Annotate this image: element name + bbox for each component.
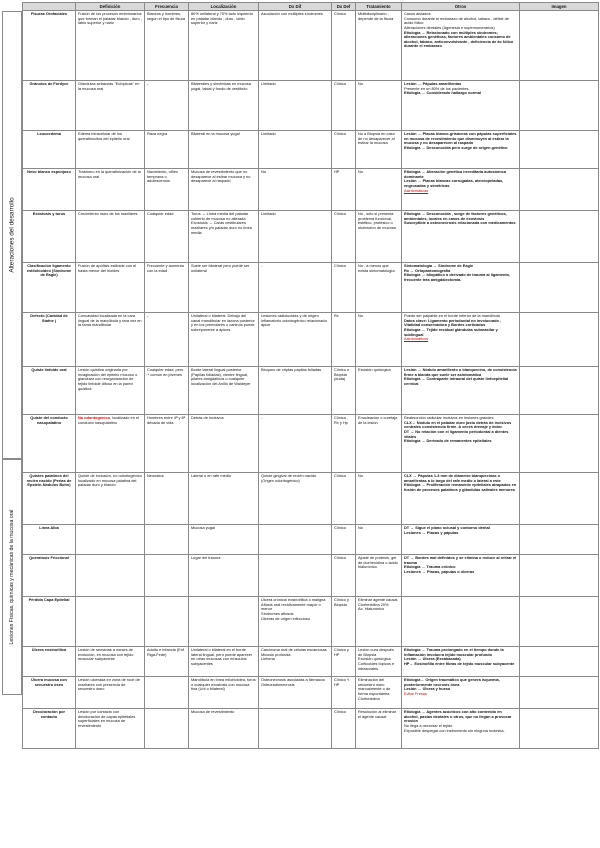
location-cell: Mucosa yugal xyxy=(189,525,259,555)
table-row xyxy=(23,367,599,415)
definition-cell xyxy=(76,597,145,647)
lesion-name: Quiste linfoide oral xyxy=(23,367,76,415)
location-cell: Mucosa de revestimiento xyxy=(189,709,259,749)
definition-text: Crecimiento óseo de los maxilares xyxy=(78,211,138,217)
other-notes-cell xyxy=(402,647,520,677)
location-cell: Detrás de incisivos xyxy=(189,415,259,473)
frequency-cell xyxy=(145,597,189,647)
image-cell xyxy=(520,473,599,525)
note-line: Etiología → Relacionado con múltiples síndromes; alteraciones genéticas, factores ambientales consumo de alcohol, tabaco, anticonvulsivante , deficiencia de ác fólico durante el embarazo xyxy=(404,29,514,49)
note-line: Rx → Ortopantomografía xyxy=(404,267,451,273)
note-line: Exposible despegar con instrumento sin ninguna molestia. xyxy=(404,727,505,733)
image-cell xyxy=(520,415,599,473)
column-header: Frecuencia xyxy=(145,3,189,11)
table-row xyxy=(23,647,599,677)
note-line: Etiología → Proliferación remanente epiteliales atrapados en fusión de procesos palatinos y glándulas salivales menores xyxy=(404,482,517,492)
table-header xyxy=(23,3,599,11)
image-cell xyxy=(520,555,599,597)
definitive-dx-cell: Clínico xyxy=(332,11,356,81)
location-cell: Mucosa de revestimiento que no desaparece al estirar mucosa y no desaparece al raspado xyxy=(189,169,259,211)
image-cell xyxy=(520,367,599,415)
note-line: Etiología → Desconocida pero surge de origen genético xyxy=(404,144,508,150)
definition-text: Quiste de inclusión, no odontogénico localizado en mucosa palatina del paladar duro y blando xyxy=(78,473,142,488)
definition-cell xyxy=(76,81,145,131)
column-header: Dx Def xyxy=(332,3,356,11)
lesion-name: Clasificación ligamento estilohioideo (Síndrome de Eagle) xyxy=(23,263,76,313)
frequency-cell xyxy=(145,709,189,749)
definition-cell xyxy=(76,647,145,677)
note-line: Etiología → Considerado hallazgo normal xyxy=(404,90,481,96)
treatment-cell: No xyxy=(356,525,402,555)
definition-cell xyxy=(76,131,145,169)
lesion-name: Defecto (Cavidad de Stafne ) xyxy=(23,313,76,367)
note-line: DT → Sigue el plano oclusal y contorno dental xyxy=(404,525,490,531)
definitive-dx-cell: Clínico xyxy=(332,709,356,749)
definition-cell xyxy=(76,211,145,263)
definition-text: Lesión de semanas a meses de evolución, en mucosa con tejido muscular subyacente xyxy=(78,647,134,662)
note-line: Lesión → Úlcera y hueso xyxy=(404,686,451,692)
column-header xyxy=(23,3,76,11)
column-header: Localización xyxy=(189,3,259,11)
other-notes-cell xyxy=(402,415,520,473)
note-line: Alteraciones dentales (Agenesia e supernumerarios) xyxy=(404,24,495,30)
differential-dx-cell: Osteonecrosis asociadas a fármacos Osteoradionecrosis xyxy=(259,677,332,709)
note-line: Etiología → Trauma prolongado en el tiempo donde la inflamación involucra tejido muscular profundo xyxy=(404,647,504,657)
note-line: Etiología → Derivado de remanentes epiteliales xyxy=(404,438,492,444)
differential-dx-cell: Asociación con múltiples síndromes xyxy=(259,11,332,81)
table-row xyxy=(23,709,599,749)
definition-text: Lesión ulcerada en zona de roce de maxilares con presencia de secuestro óseo xyxy=(78,677,140,692)
note-line: Etiología → Idiopático o derivado de trauma al ligamento, frecuente tras amigdalectomía. xyxy=(404,272,511,282)
lesion-name: Úlcera eosinofílica xyxy=(23,647,76,677)
table-row xyxy=(23,263,599,313)
table-row xyxy=(23,313,599,367)
differential-dx-cell: Limitado xyxy=(259,81,332,131)
treatment-cell: No , solo si presenta problema funcional, estético, protésico o ulceración de mucosa xyxy=(356,211,402,263)
location-cell: 80% unilateral y 70% lado izquierdo en paladar blando , duro , labio superior y nariz xyxy=(189,11,259,81)
image-cell xyxy=(520,313,599,367)
treatment-cell: No , a menos que exista sintomatología. xyxy=(356,263,402,313)
lesion-name: Fisuras Orofaciales xyxy=(23,11,76,81)
definitive-dx-cell: HP xyxy=(332,169,356,211)
frequency-cell: Nacimiento, niñez temprana o adolescencia xyxy=(145,169,189,211)
definitive-dx-cell: Clínico , Rx y Hp xyxy=(332,415,356,473)
note-line: CLX → Pápulas 1-3 mm de diámetro blanquecinas o amarillentas a lo largo del rafe medio o lateral a este xyxy=(404,473,501,483)
lesion-name: Pérdida Capa Epitelial xyxy=(23,597,76,647)
lesion-name: Leucoedema xyxy=(23,131,76,169)
location-cell: Unilateral o bilateral en el borde lateral lingual, pero puede aparecer en otras mucosas con músculos subyacentes xyxy=(189,647,259,677)
differential-dx-cell: - xyxy=(259,263,332,313)
image-cell xyxy=(520,597,599,647)
definitive-dx-cell: Rx xyxy=(332,313,356,367)
frequency-cell: Cualquier edad, pero + común en jóvenes xyxy=(145,367,189,415)
section-label-physical-lesions: Lesiones Físicas, químicas y mecánicas de la mucosa oral xyxy=(2,459,22,695)
note-line: Lesiones → Placas, pápulas o úlceras xyxy=(404,568,475,574)
note-line: Datos clave: Ligamento periodontal no involucrado , Vitalidad conservadora y Bordes corticados xyxy=(404,317,502,328)
definitive-dx-cell: Clínico y Biopsia xyxy=(332,597,356,647)
location-cell: Suele ser bilateral pero puede ser unilateral xyxy=(189,263,259,313)
image-cell xyxy=(520,11,599,81)
treatment-cell: No xyxy=(356,169,402,211)
frequency-cell: - xyxy=(145,81,189,131)
location-cell xyxy=(189,597,259,647)
definitive-dx-cell: Clínico xyxy=(332,555,356,597)
note-line: Evitar Fresas xyxy=(404,690,427,696)
definitive-dx-cell: Clínico xyxy=(332,263,356,313)
lesion-name: Queratosis Friccional xyxy=(23,555,76,597)
column-header: Imagen xyxy=(520,3,599,11)
treatment-cell: Eliminación del secuestro óseo manualmente o de forma espontánea Clorhexidina xyxy=(356,677,402,709)
table-row xyxy=(23,415,599,473)
definition-cell xyxy=(76,11,145,81)
note-line: Puede ser palpable en el borde inferior de la mandíbula xyxy=(404,313,500,319)
differential-dx-cell: Úlcera crónica/ eosinofílica o maligna Aftosis oral recidivamente mayor o menor Síndromes aftosos Úlceras de origen infeccioso xyxy=(259,597,332,647)
treatment-cell: Enucleación o curetaje de la lesión xyxy=(356,415,402,473)
frequency-cell xyxy=(145,525,189,555)
image-cell xyxy=(520,677,599,709)
note-line: No llega a necrosar el tejido xyxy=(404,722,453,728)
definition-cell xyxy=(76,169,145,211)
lesion-name: Nevo blanco esponjoso xyxy=(23,169,76,211)
note-line: Lesión → Pápulas amarillentas xyxy=(404,81,462,87)
note-line: Etiología → Agentes azúcticos con alto contenido en alcohol, pastas dentales u otros, que no llegan a provocar erosión xyxy=(404,709,512,724)
definition-text: Concavidad localizada en la cara lingual de la mandíbula y rara vez en la rama mandibular xyxy=(78,313,142,328)
note-line: Asintomáticos xyxy=(404,336,429,342)
image-cell xyxy=(520,169,599,211)
differential-dx-cell: Limitado xyxy=(259,211,332,263)
definition-text: Edema intracelular de los queratinocitos del epitelio oral xyxy=(78,131,130,141)
note-line: Etiología → Contraparte intraoral del quiste linfoepitelial cervical xyxy=(404,376,509,386)
note-line: Etiología→ Origen traumático que genera isquemia, posteriormente necrosis ósea xyxy=(404,677,500,687)
other-notes-cell xyxy=(402,11,520,81)
frequency-cell: Frecuente y aumenta con la edad xyxy=(145,263,189,313)
table-row xyxy=(23,555,599,597)
location-cell: Borde lateral lingual posterior (Papilas foliadas), vientre lingual, pilares amigdalinos o cualquier localización del Anillo de Waldeyer xyxy=(189,367,259,415)
frequency-cell: Neonatos xyxy=(145,473,189,525)
image-cell xyxy=(520,131,599,169)
document-page xyxy=(2,2,598,844)
lesion-name: Gránulos de Fordyce xyxy=(23,81,76,131)
location-cell: Torus → Línea media del paladar cubierto de mucosa no alterada Exostosis → Caras vestibulares maxilares y/o paladar duro no línea media xyxy=(189,211,259,263)
definition-cell xyxy=(76,367,145,415)
definition-text: Lesión quística originada por invaginación del epitelio mucoso o glandular con reorganización de tejido linfoide difuso en la pared quística xyxy=(78,367,138,391)
column-header: Definición xyxy=(76,3,145,11)
treatment-cell: No xyxy=(356,473,402,525)
note-line: Etiología → Alteración genética hereditaria autosómica dominante xyxy=(404,169,506,179)
differential-dx-cell xyxy=(259,525,332,555)
location-cell: Unilateral o bilateral. Debajo del canal mandibular en lazona posterior y en los premolares o caninos puede sobreponerse a ápices xyxy=(189,313,259,367)
definitive-dx-cell: Clínico y HP xyxy=(332,647,356,677)
image-cell xyxy=(520,647,599,677)
location-cell: Bilateral en la mucosa yugal xyxy=(189,131,259,169)
location-cell: Mandíbula en línea milohioidea, torus o cualquier exostosis con mucosa fina (Uni o bilateral) xyxy=(189,677,259,709)
lesion-name: Quistes palatinos del recién nacido (Perlas de Epstein-Nódulos Bohn) xyxy=(23,473,76,525)
note-line: Etiología → Trauma crónico xyxy=(404,564,456,570)
table-row xyxy=(23,131,599,169)
table-row xyxy=(23,169,599,211)
other-notes-cell xyxy=(402,709,520,749)
lesion-name: Úlcera mucosa con secuestro óseo xyxy=(23,677,76,709)
note-line: Reabsorción radicular incisivos en lesiones grandes xyxy=(404,415,494,421)
definition-cell xyxy=(76,313,145,367)
definition-highlight: No odontogénico xyxy=(78,415,110,421)
table-row xyxy=(23,525,599,555)
table-row xyxy=(23,211,599,263)
definition-text: Fusión de apófisis estiloide con el hasta menor del hioides xyxy=(78,263,137,273)
column-header: Otros xyxy=(402,3,520,11)
lesion-name: Exóstosis y torus xyxy=(23,211,76,263)
differential-dx-cell xyxy=(259,555,332,597)
note-line: Susceptible a osteonecrosis relacionada con medicamentos xyxy=(404,220,516,226)
definitive-dx-cell: Clínico xyxy=(332,81,356,131)
column-header: Dx Dif xyxy=(259,3,332,11)
note-line: Lesión → Nódulo amarillento o blanquecino, de consistencia firme a blanda que suele ser asintomática xyxy=(404,367,517,377)
definitive-dx-cell: Clínico xyxy=(332,211,356,263)
differential-dx-cell: - xyxy=(259,415,332,473)
note-line: Lesiones → Placas y pápulas xyxy=(404,529,459,535)
frequency-cell: Hombres entre 4ª y 6ª década de vida xyxy=(145,415,189,473)
lesion-name: Quiste del conducto nasopalatino xyxy=(23,415,76,473)
note-line: Etiología → Desconocida , surge de factores genéticos, ambientales, locales en casos de exostosis xyxy=(404,211,507,221)
note-line: DT → No relación con el ligamento periodontal a dientes vitales xyxy=(404,428,509,439)
note-line: Etiología → Tejido residual glándulas submaxilar y sublingual xyxy=(404,326,498,337)
location-cell: Lugar del trauma xyxy=(189,555,259,597)
definition-cell xyxy=(76,709,145,749)
image-cell xyxy=(520,211,599,263)
note-line: DT → Bordes mal definidos y se elimina o reduce al retirar el trauma xyxy=(404,555,517,565)
image-cell xyxy=(520,525,599,555)
treatment-cell: No xyxy=(356,313,402,367)
frequency-cell: Blancos y hombres, según el tipo de fisura xyxy=(145,11,189,81)
definitive-dx-cell: Clínico xyxy=(332,131,356,169)
other-notes-cell xyxy=(402,677,520,709)
treatment-cell: No xyxy=(356,81,402,131)
differential-dx-cell: Carcinoma oral de células escamosas Micosis profunda Linfoma xyxy=(259,647,332,677)
frequency-cell: Raza negra xyxy=(145,131,189,169)
note-line: Lesión → Placas blanco-grisáceas con pápulas superficiales en mucosa de revestimiento que disminuyen al estirar la mucosa y no desaparecen al raspado xyxy=(404,131,517,146)
other-notes-cell xyxy=(402,555,520,597)
note-line: Lesión → Úlcera (Excabacada) xyxy=(404,656,461,662)
definition-text: Trastorno en la queratinización de la mucosa oral xyxy=(78,169,141,179)
image-cell xyxy=(520,709,599,749)
frequency-cell xyxy=(145,677,189,709)
treatment-cell: Lesión cura después de Biopsia Excisión quirúrgica Corticoides tópicos e intrasorales xyxy=(356,647,402,677)
definition-cell xyxy=(76,555,145,597)
frequency-cell: Adulto e infancia (Enf Riga-Fede) xyxy=(145,647,189,677)
table-row xyxy=(23,473,599,525)
frequency-cell: Cualquier edad xyxy=(145,211,189,263)
differential-dx-cell: Quiste gingival de recién nacido (Origen odontogénico) xyxy=(259,473,332,525)
definition-cell xyxy=(76,415,145,473)
other-notes-cell xyxy=(402,473,520,525)
definitive-dx-cell: Clínico xyxy=(332,525,356,555)
definition-cell xyxy=(76,473,145,525)
definition-text: Lesión por contacto con decoloración de capas epiteliales superficiales en mucosa de revestimiento xyxy=(78,709,136,728)
location-cell: Lateral o en rafe medio xyxy=(189,473,259,525)
definitive-dx-cell: Clínico xyxy=(332,473,356,525)
lesion-name: Línea Alba xyxy=(23,525,76,555)
definition-cell xyxy=(76,677,145,709)
differential-dx-cell: Limitado xyxy=(259,131,332,169)
other-notes-cell xyxy=(402,211,520,263)
table-row xyxy=(23,81,599,131)
treatment-cell: Multidisciplinario , depende de la fisura xyxy=(356,11,402,81)
frequency-cell xyxy=(145,555,189,597)
note-line: Presente en un 80% de los pacientes xyxy=(404,85,469,91)
location-cell: Bilaterales y simétricas en mucosa yugal, labial y fondo de vestíbulo xyxy=(189,81,259,131)
treatment-cell: Excisión quirúrgica xyxy=(356,367,402,415)
lesion-name: Decoloración por contacto xyxy=(23,709,76,749)
image-cell xyxy=(520,263,599,313)
note-line: Casos aislados: xyxy=(404,11,432,17)
note-line: Consumo durante el embarazo de alcohol, tabaco , déficit de ácido fólico xyxy=(404,15,509,26)
definitive-dx-cell: Clínico o Biopsia (duda) xyxy=(332,367,356,415)
other-notes-cell xyxy=(402,131,520,169)
differential-dx-cell: Bloqueo de criptas papilas foliadas xyxy=(259,367,332,415)
other-notes-cell xyxy=(402,169,520,211)
other-notes-cell xyxy=(402,525,520,555)
section-label-developmental: Alteraciones del desarrollo xyxy=(2,11,22,459)
definition-cell xyxy=(76,525,145,555)
table-row xyxy=(23,677,599,709)
image-cell xyxy=(520,81,599,131)
other-notes-cell xyxy=(402,313,520,367)
note-line: Sintomatología → Síndrome de Eagle xyxy=(404,263,474,269)
note-line: Asintomáticas xyxy=(404,187,429,193)
table-row xyxy=(23,11,599,81)
treatment-cell: Resolución al eliminar el agente causal xyxy=(356,709,402,749)
column-header: Tratamiento xyxy=(356,3,402,11)
definition-text: Glándulas sebáceas "Ectópicas" en la mucosa oral xyxy=(78,81,140,91)
note-line: HP→ Eosinofilia entre fibras de tejido muscular subyacente xyxy=(404,660,515,666)
frequency-cell: - xyxy=(145,313,189,367)
definition-cell xyxy=(76,263,145,313)
differential-dx-cell: Lesiones radiolucidas y de origen inflamatorio odontogénico relacionado ápice xyxy=(259,313,332,367)
table-row xyxy=(23,597,599,647)
other-notes-cell xyxy=(402,597,520,647)
other-notes-cell xyxy=(402,263,520,313)
differential-dx-cell: No xyxy=(259,169,332,211)
definition-text: Fusión de los procesos embrionarios que forman el paladar blando , duro , labio superior y nariz xyxy=(78,11,142,26)
note-line: CLX→ Nódulo en el paladar duro justo detrás de incisivos centrales consistencia firme. A veces drenaje y dolor. xyxy=(404,419,512,430)
other-notes-cell xyxy=(402,81,520,131)
treatment-cell: Ajuste de prótesis, gel de clorhexidina o ácido hialurónico. xyxy=(356,555,402,597)
treatment-cell: Eliminar agente causal Clorhexidina 20% Ac. Hialurónico xyxy=(356,597,402,647)
note-line: Lesión → Placas blancas corrugadas, aterciopeladas, engrosadas y simétricas xyxy=(404,178,504,188)
definition-text: , localizado en el conducto nasopalatino xyxy=(78,415,139,425)
lesions-table xyxy=(22,2,599,749)
treatment-cell: No a Biopsia en caso de no desaparecer al estirar la mucosa xyxy=(356,131,402,169)
other-notes-cell xyxy=(402,367,520,415)
definitive-dx-cell: Clínico Y HP xyxy=(332,677,356,709)
differential-dx-cell xyxy=(259,709,332,749)
